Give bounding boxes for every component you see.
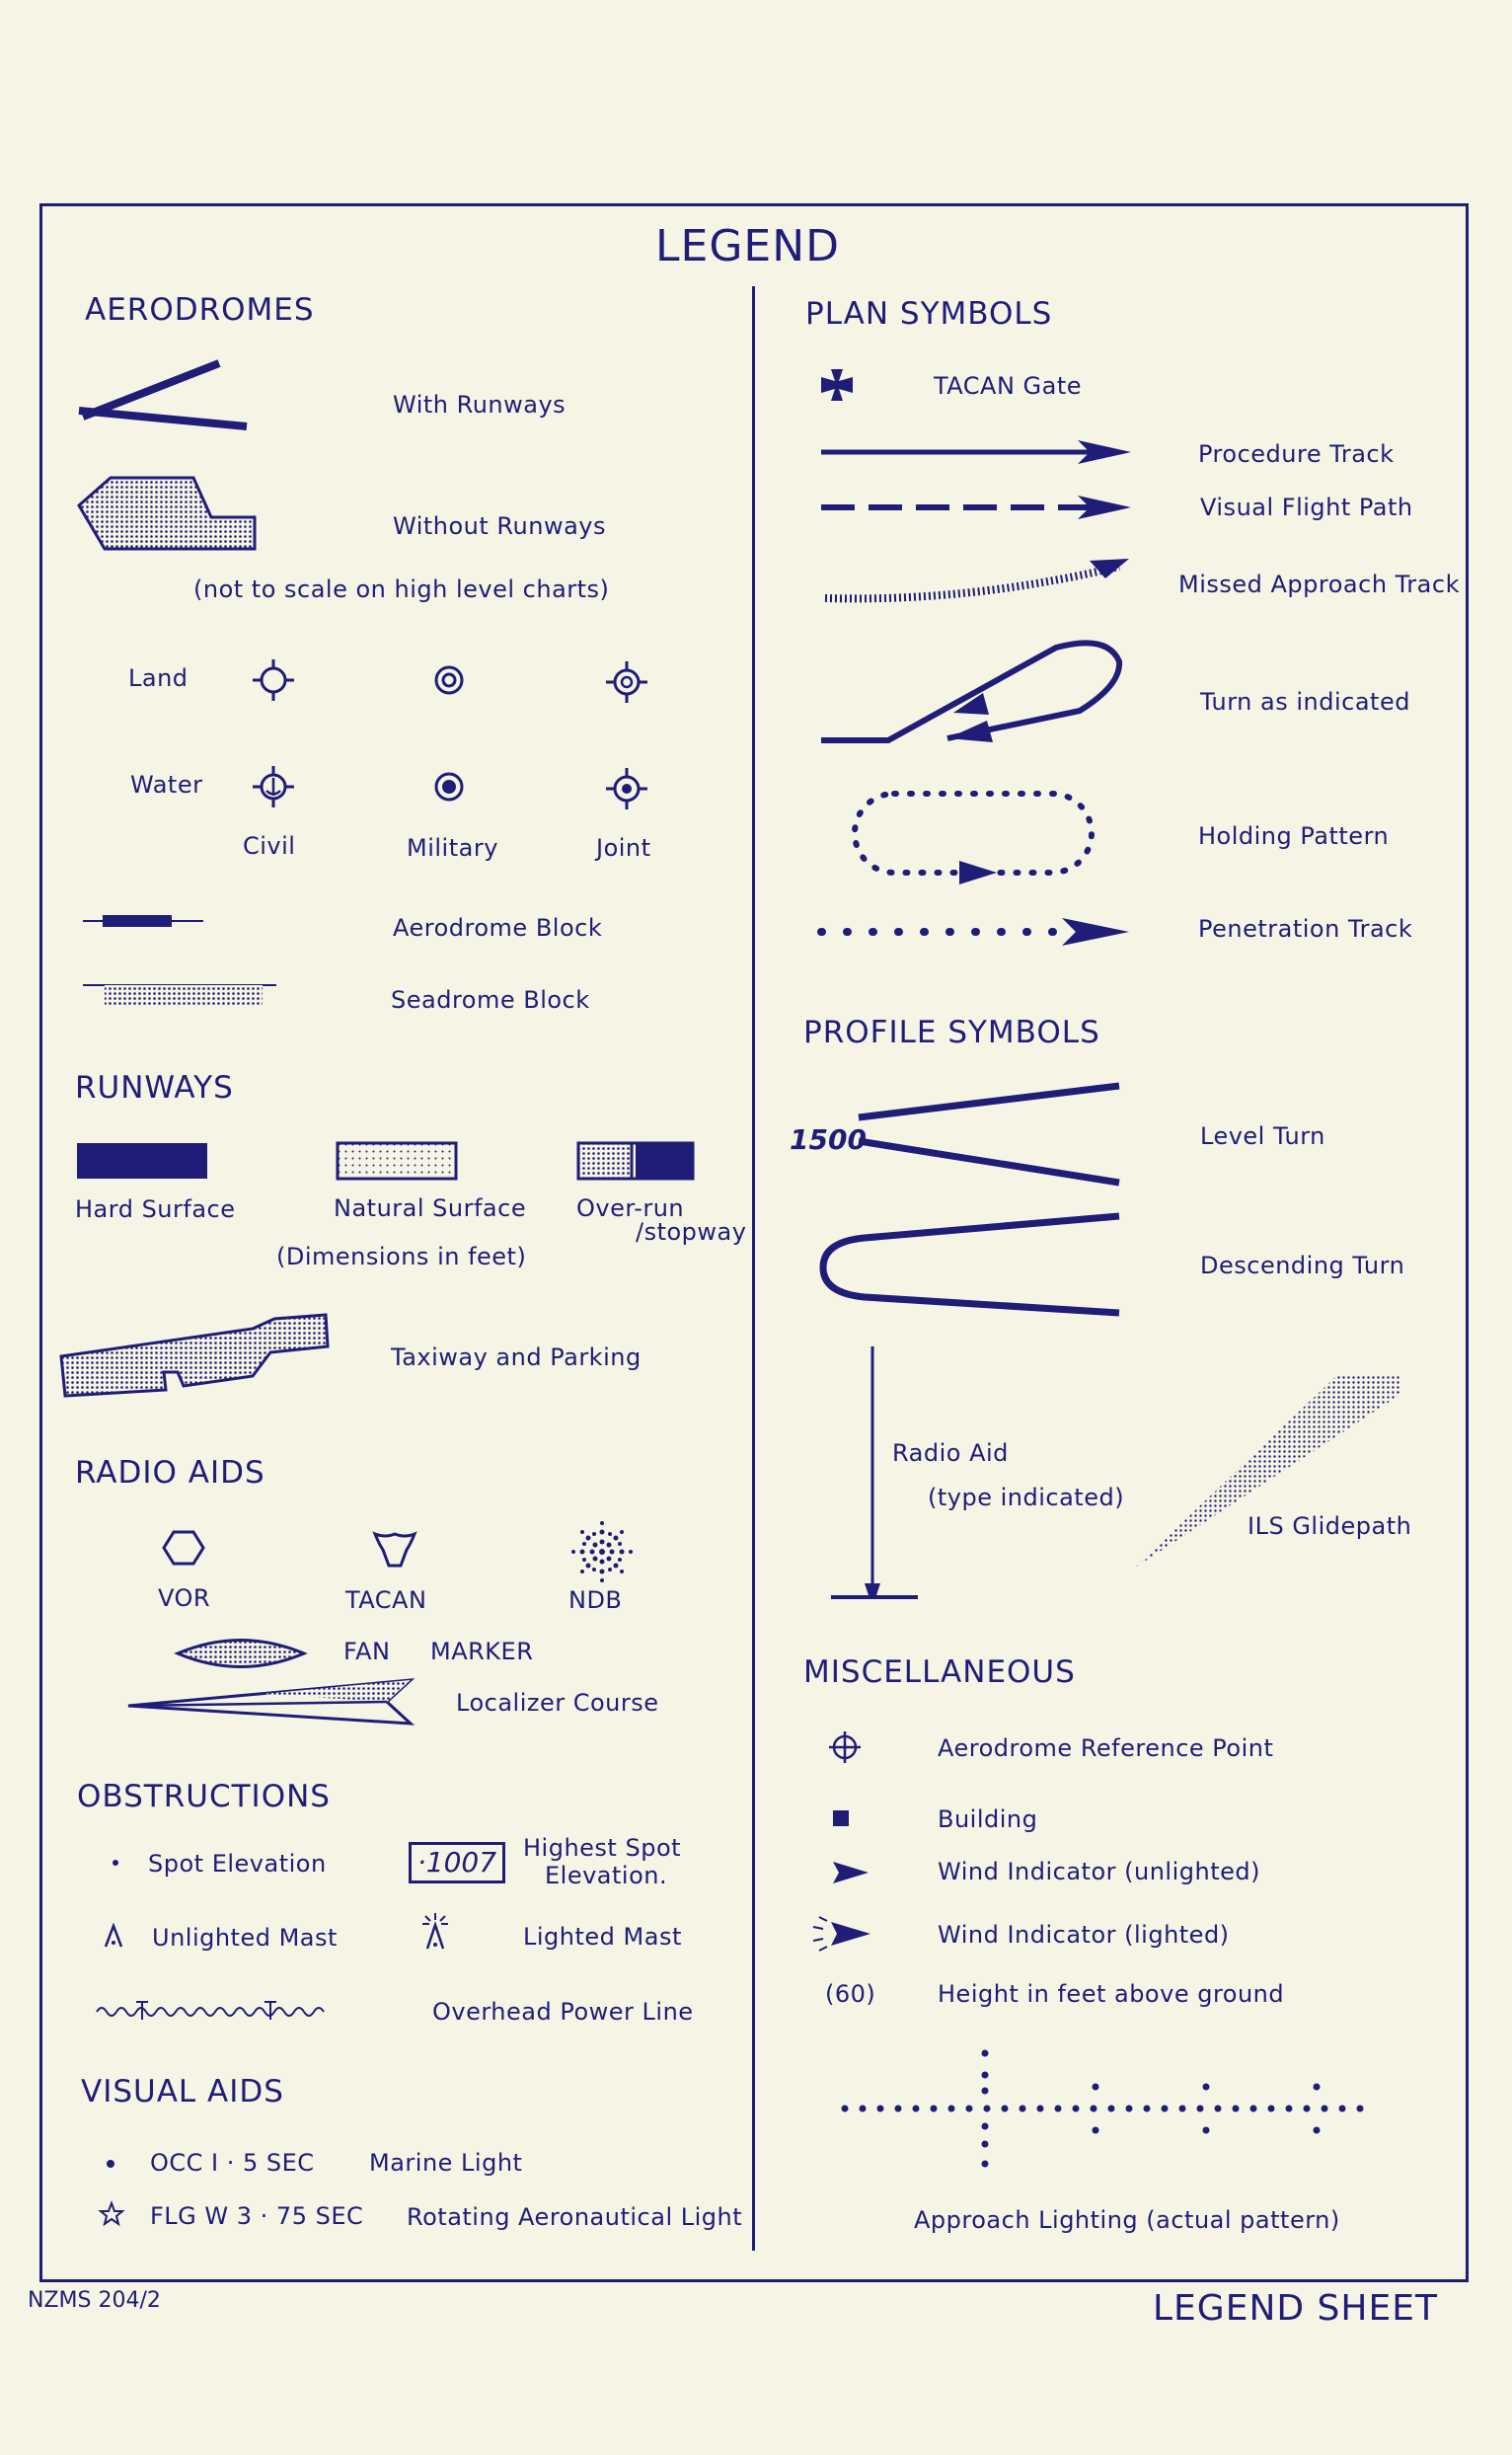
tacan-gate-label: TACAN Gate bbox=[934, 372, 1083, 400]
fan-marker-symbol bbox=[174, 1635, 308, 1672]
lighted-mast-label: Lighted Mast bbox=[523, 1923, 682, 1951]
radio-aids-heading: RADIO AIDS bbox=[75, 1455, 265, 1491]
joint-label: Joint bbox=[596, 834, 651, 862]
marker-label: MARKER bbox=[430, 1638, 534, 1665]
water-joint-icon bbox=[604, 766, 649, 811]
tacan-label: TACAN bbox=[345, 1586, 427, 1614]
obstructions-heading: OBSTRUCTIONS bbox=[77, 1779, 331, 1814]
stopway-label: /stopway bbox=[636, 1218, 747, 1246]
aerodrome-block-label: Aerodrome Block bbox=[393, 914, 603, 942]
aerodrome-block-symbol bbox=[83, 910, 211, 932]
unlighted-mast-label: Unlighted Mast bbox=[152, 1924, 338, 1952]
land-military-icon bbox=[432, 663, 466, 697]
procedure-track-label: Procedure Track bbox=[1198, 440, 1395, 468]
with-runways-symbol bbox=[75, 355, 253, 434]
miscellaneous-heading: MISCELLANEOUS bbox=[803, 1654, 1076, 1690]
building-icon bbox=[831, 1808, 851, 1828]
natural-surface-symbol bbox=[336, 1141, 460, 1183]
level-turn-symbol bbox=[849, 1080, 1125, 1189]
without-runways-symbol bbox=[75, 470, 263, 559]
taxiway-parking-symbol bbox=[55, 1311, 332, 1400]
seadrome-block-symbol bbox=[83, 981, 280, 1011]
building-label: Building bbox=[938, 1805, 1038, 1833]
approach-lighting-pattern bbox=[839, 2043, 1372, 2172]
rotating-light-star-icon bbox=[99, 2201, 124, 2227]
level-turn-label: Level Turn bbox=[1200, 1122, 1325, 1150]
rotating-light-label: Rotating Aeronautical Light bbox=[407, 2203, 743, 2231]
procedure-track-symbol bbox=[819, 434, 1135, 470]
land-joint-icon bbox=[604, 659, 649, 705]
height-code: (60) bbox=[825, 1980, 876, 2008]
military-label: Military bbox=[407, 834, 498, 862]
overrun-stopway-symbol bbox=[576, 1141, 697, 1183]
not-to-scale-note: (not to scale on high level charts) bbox=[193, 575, 610, 603]
radio-aid-type-label: (type indicated) bbox=[928, 1484, 1125, 1511]
fan-label: FAN bbox=[343, 1638, 391, 1665]
with-runways-label: With Runways bbox=[393, 391, 567, 419]
flg-code: FLG W 3 · 75 SEC bbox=[150, 2202, 364, 2230]
spot-elevation-dot-icon bbox=[111, 1858, 120, 1868]
unlighted-mast-icon bbox=[103, 1923, 124, 1949]
wind-indicator-lighted-icon bbox=[809, 1917, 874, 1951]
radio-aid-label: Radio Aid bbox=[892, 1439, 1009, 1467]
radio-aid-profile-symbol bbox=[825, 1343, 924, 1603]
taxiway-label: Taxiway and Parking bbox=[391, 1343, 642, 1371]
aerodromes-heading: AERODROMES bbox=[85, 292, 315, 328]
legend-title: LEGEND bbox=[655, 221, 841, 271]
overhead-power-line-symbol bbox=[95, 1998, 332, 2024]
overrun-label: Over-run bbox=[576, 1194, 685, 1222]
aerodrome-reference-point-icon bbox=[827, 1729, 863, 1765]
water-label: Water bbox=[130, 771, 203, 799]
missed-approach-label: Missed Approach Track bbox=[1178, 571, 1460, 598]
penetration-track-label: Penetration Track bbox=[1198, 915, 1413, 943]
legend-sheet-title: LEGEND SHEET bbox=[1153, 2288, 1438, 2329]
vor-label: VOR bbox=[158, 1584, 211, 1612]
power-line-label: Overhead Power Line bbox=[432, 1998, 694, 2026]
ndb-icon bbox=[570, 1520, 634, 1583]
land-civil-icon bbox=[251, 657, 296, 703]
approach-lighting-label: Approach Lighting (actual pattern) bbox=[914, 2206, 1340, 2234]
descending-turn-symbol bbox=[815, 1210, 1127, 1321]
civil-label: Civil bbox=[243, 832, 296, 860]
visual-flight-path-label: Visual Flight Path bbox=[1200, 494, 1413, 521]
seadrome-block-label: Seadrome Block bbox=[391, 986, 590, 1014]
wind-lighted-label: Wind Indicator (lighted) bbox=[938, 1921, 1230, 1949]
turn-label: Turn as indicated bbox=[1200, 688, 1410, 716]
highest-spot-box: ·1007 bbox=[409, 1842, 505, 1883]
plan-symbols-heading: PLAN SYMBOLS bbox=[805, 296, 1053, 332]
localizer-label: Localizer Course bbox=[456, 1689, 659, 1717]
ils-glidepath-symbol bbox=[1129, 1370, 1405, 1577]
hard-surface-symbol bbox=[75, 1141, 213, 1183]
descending-turn-label: Descending Turn bbox=[1200, 1252, 1405, 1279]
tacan-icon bbox=[371, 1528, 418, 1572]
holding-pattern-symbol bbox=[849, 786, 1105, 884]
highest-spot-label-2: Elevation. bbox=[545, 1862, 668, 1889]
visual-flight-path-symbol bbox=[819, 490, 1135, 525]
wind-unlighted-label: Wind Indicator (unlighted) bbox=[938, 1858, 1260, 1885]
dimensions-note: (Dimensions in feet) bbox=[276, 1243, 527, 1270]
ndb-label: NDB bbox=[568, 1586, 623, 1614]
penetration-track-symbol bbox=[815, 912, 1135, 952]
wind-indicator-unlighted-icon bbox=[829, 1858, 872, 1887]
arp-label: Aerodrome Reference Point bbox=[938, 1734, 1274, 1762]
highest-spot-label: Highest Spot bbox=[523, 1834, 682, 1862]
holding-pattern-label: Holding Pattern bbox=[1198, 822, 1390, 850]
occ-code: OCC I · 5 SEC bbox=[150, 2149, 315, 2177]
profile-symbols-heading: PROFILE SYMBOLS bbox=[803, 1015, 1100, 1050]
marine-light-dot-icon bbox=[105, 2158, 116, 2170]
natural-surface-label: Natural Surface bbox=[334, 1194, 527, 1222]
sheet-code: NZMS 204/2 bbox=[28, 2288, 161, 2313]
water-civil-icon bbox=[251, 764, 296, 809]
visual-aids-heading: VISUAL AIDS bbox=[81, 2074, 284, 2110]
lighted-mast-icon bbox=[420, 1911, 450, 1951]
altitude-value: 1500 bbox=[790, 1123, 867, 1156]
water-military-icon bbox=[432, 770, 466, 804]
height-label: Height in feet above ground bbox=[938, 1980, 1285, 2008]
missed-approach-track-symbol bbox=[823, 553, 1139, 608]
tacan-gate-icon bbox=[819, 367, 855, 403]
ils-glidepath-label: ILS Glidepath bbox=[1247, 1512, 1412, 1540]
turn-as-indicated-symbol bbox=[819, 640, 1131, 748]
spot-elevation-label: Spot Elevation bbox=[148, 1850, 327, 1878]
column-divider bbox=[752, 286, 755, 2251]
land-label: Land bbox=[128, 664, 189, 692]
vor-icon bbox=[162, 1528, 205, 1568]
runways-heading: RUNWAYS bbox=[75, 1070, 234, 1106]
marine-light-label: Marine Light bbox=[369, 2149, 523, 2177]
localizer-course-symbol bbox=[124, 1676, 420, 1727]
hard-surface-label: Hard Surface bbox=[75, 1195, 236, 1223]
without-runways-label: Without Runways bbox=[393, 512, 606, 540]
